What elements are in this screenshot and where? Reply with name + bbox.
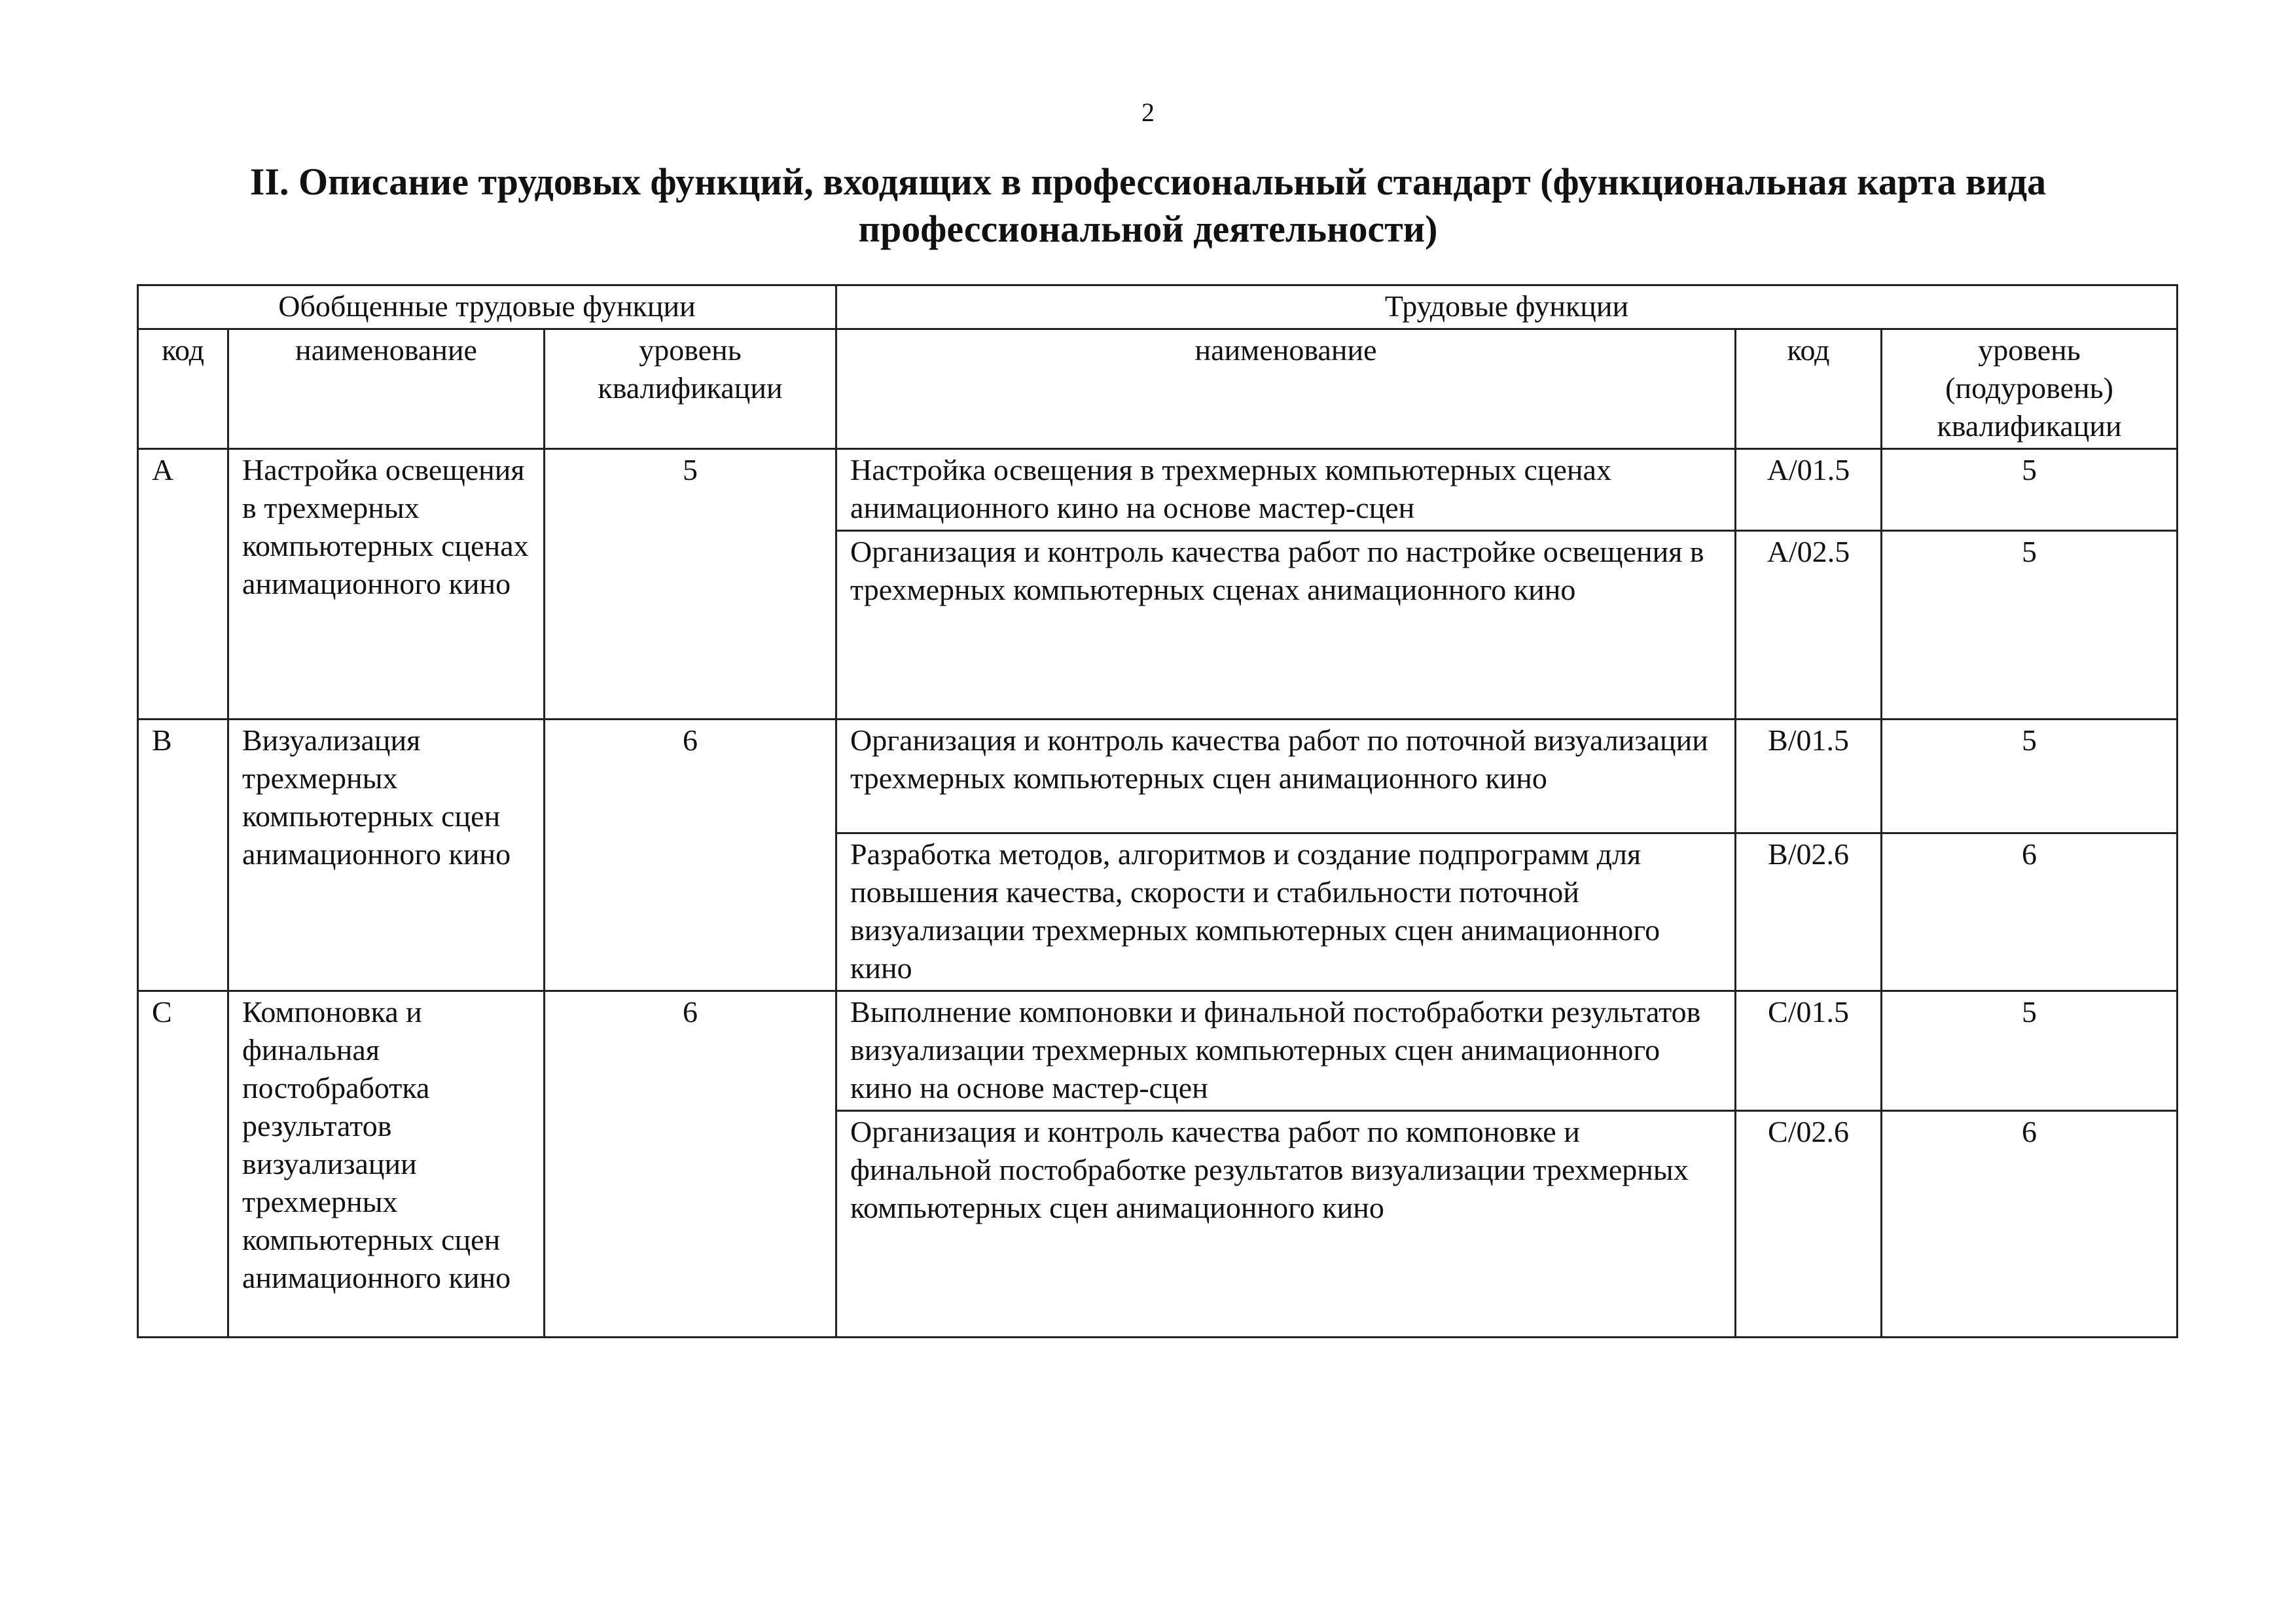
gen-function-name: Компоновка и финальная постобработка результатов визуализации трехмерных компьютерных сцен анимационного кино bbox=[228, 991, 545, 1338]
column-header-row bbox=[138, 329, 2178, 449]
gen-function-level: 6 bbox=[545, 991, 836, 1338]
group-header-row bbox=[138, 285, 2178, 329]
page-number: 2 bbox=[1141, 98, 1155, 127]
gen-function-level: 5 bbox=[545, 449, 836, 720]
function-code: A/02.5 bbox=[1736, 531, 1882, 720]
header-gen-code: код bbox=[138, 329, 228, 449]
section-title bbox=[196, 158, 2100, 253]
header-generalized-functions: Обобщенные трудовые функции bbox=[138, 285, 836, 329]
function-name: Организация и контроль качества работ по компоновке и финальной постобработке результатов визуализации трехмерных компьютерных сцен анимационного кино bbox=[836, 1111, 1736, 1338]
gen-function-name: Визуализация трехмерных компьютерных сцен анимационного кино bbox=[228, 720, 545, 991]
gen-function-level: 6 bbox=[545, 720, 836, 991]
function-name: Настройка освещения в трехмерных компьютерных сценах анимационного кино на основе мастер-сцен bbox=[836, 449, 1736, 531]
section-title-line-2: профессиональной деятельности) bbox=[858, 208, 1438, 250]
function-level: 6 bbox=[1882, 833, 2178, 991]
functional-map-table bbox=[137, 284, 2178, 1338]
header-fn-name: наименование bbox=[836, 329, 1736, 449]
function-name: Выполнение компоновки и финальной постобработки результатов визуализации трехмерных компьютерных сцен анимационного кино на основе мастер-сцен bbox=[836, 991, 1736, 1111]
table-row bbox=[138, 991, 2178, 1111]
function-level: 6 bbox=[1882, 1111, 2178, 1338]
header-gen-level: уровень квалификации bbox=[545, 329, 836, 449]
function-level: 5 bbox=[1882, 991, 2178, 1111]
gen-function-code: B bbox=[138, 720, 228, 991]
function-level: 5 bbox=[1882, 449, 2178, 531]
gen-function-name: Настройка освещения в трехмерных компьютерных сценах анимационного кино bbox=[228, 449, 545, 720]
function-level: 5 bbox=[1882, 720, 2178, 833]
function-code: C/01.5 bbox=[1736, 991, 1882, 1111]
header-gen-name: наименование bbox=[228, 329, 545, 449]
function-name: Организация и контроль качества работ по поточной визуализации трехмерных компьютерных сцен анимационного кино bbox=[836, 720, 1736, 833]
section-title-line-1: II. Описание трудовых функций, входящих в профессиональный стандарт (функциональная карта вида bbox=[249, 160, 2047, 203]
function-name: Разработка методов, алгоритмов и создание подпрограмм для повышения качества, скорости и стабильности поточной визуализации трехмерных компьютерных сцен анимационного кино bbox=[836, 833, 1736, 991]
gen-function-code: C bbox=[138, 991, 228, 1338]
function-code: C/02.6 bbox=[1736, 1111, 1882, 1338]
function-level: 5 bbox=[1882, 531, 2178, 720]
table-row bbox=[138, 720, 2178, 833]
table-row bbox=[138, 449, 2178, 531]
gen-function-code: A bbox=[138, 449, 228, 720]
function-code: B/02.6 bbox=[1736, 833, 1882, 991]
header-fn-code: код bbox=[1736, 329, 1882, 449]
function-code: B/01.5 bbox=[1736, 720, 1882, 833]
function-code: A/01.5 bbox=[1736, 449, 1882, 531]
function-name: Организация и контроль качества работ по настройке освещения в трехмерных компьютерных сценах анимационного кино bbox=[836, 531, 1736, 720]
header-labor-functions: Трудовые функции bbox=[836, 285, 2178, 329]
header-fn-level: уровень (подуровень) квалификации bbox=[1882, 329, 2178, 449]
